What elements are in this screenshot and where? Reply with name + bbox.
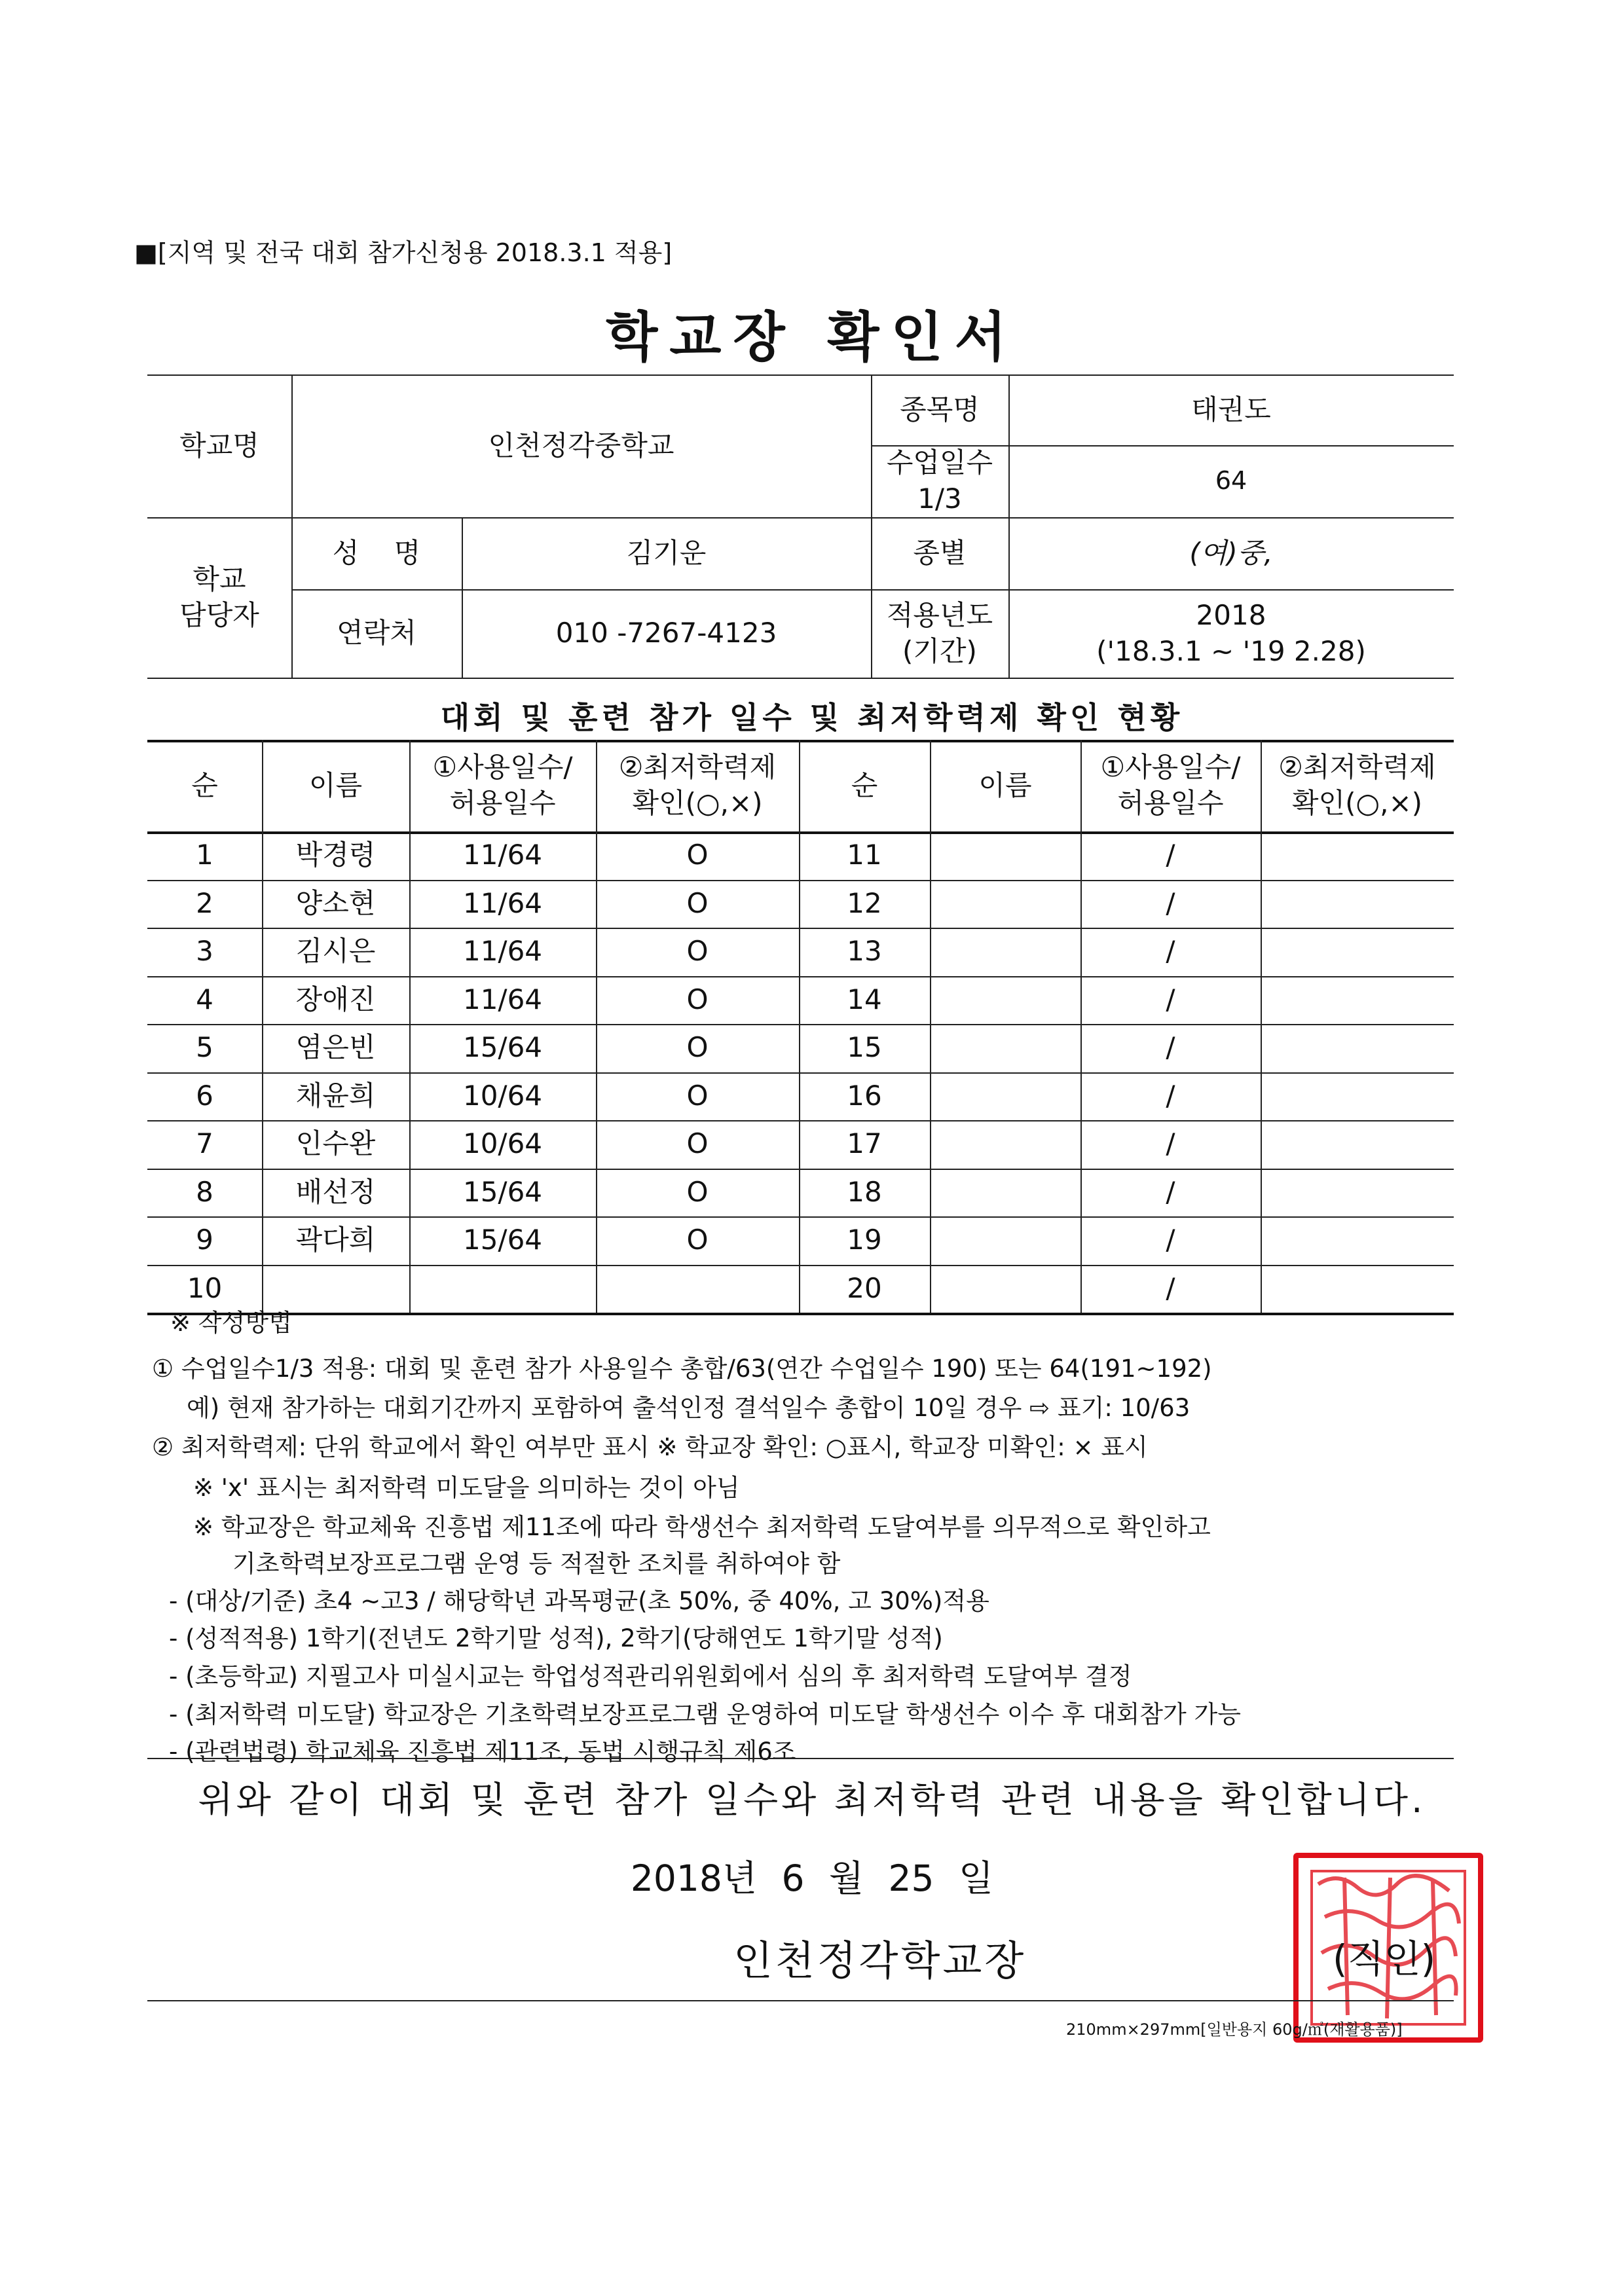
table-cell: 10 <box>187 1271 223 1304</box>
table-header-cell: ①사용일수/ 허용일수 <box>432 751 573 819</box>
table-cell: 19 <box>847 1224 882 1256</box>
note-item: ② 최저학력제: 단위 학교에서 확인 여부만 표시 ※ 학교장 확인: ○표시, 학교장 미확인: × 표시 <box>152 1433 1148 1461</box>
table-cell: 10/64 <box>462 1079 543 1112</box>
table-cell: 7 <box>196 1127 213 1160</box>
table-cell: 5 <box>196 1031 213 1064</box>
table-cell: 6 <box>196 1079 213 1112</box>
table-cell: 인수완 <box>295 1127 376 1160</box>
table-cell: 8 <box>196 1175 213 1208</box>
table-cell <box>930 1024 1080 1072</box>
contact-label: 연락처 <box>337 617 416 649</box>
table-cell: 18 <box>847 1175 882 1208</box>
school-name-label: 학교명 <box>179 429 259 462</box>
table-cell <box>930 1169 1080 1217</box>
table-cell: / <box>1166 886 1175 919</box>
table-cell: / <box>1166 1271 1175 1304</box>
table-cell: 20 <box>847 1271 882 1304</box>
table-cell: 11/64 <box>462 935 543 968</box>
table-cell <box>1261 1120 1454 1169</box>
table-cell <box>930 928 1080 976</box>
note-item: ① 수업일수1/3 적용: 대회 및 훈련 참가 사용일수 총합/63(연간 수업일수 190) 또는 64(191~192) <box>152 1355 1212 1383</box>
table-cell <box>930 831 1080 880</box>
seal-label: (직인) <box>1333 1937 1436 1981</box>
table-cell <box>1261 1072 1454 1121</box>
table-cell: 박경령 <box>295 839 376 871</box>
table-cell: / <box>1166 1031 1175 1064</box>
table-cell: 양소현 <box>295 886 376 919</box>
table-cell <box>930 1120 1080 1169</box>
table-cell: / <box>1166 1175 1175 1208</box>
table-cell: 15/64 <box>462 1224 543 1256</box>
table-cell <box>930 880 1080 928</box>
note-item: - (성적적용) 1학기(전년도 2학기말 성적), 2학기(당해연도 1학기말 성적) <box>169 1624 943 1652</box>
table-cell: O <box>686 1175 709 1208</box>
issue-date: 2018년 6 월 25 일 <box>630 1857 994 1899</box>
table-cell: O <box>686 839 709 871</box>
table-cell: 9 <box>196 1224 213 1256</box>
table-cell: 16 <box>847 1079 882 1112</box>
table-cell: 14 <box>847 983 882 1015</box>
manager-name-value: 김기운 <box>626 536 707 569</box>
table-cell: 10/64 <box>462 1127 543 1160</box>
table-header-cell: ②최저학력제 확인(○,×) <box>618 751 777 819</box>
table-cell <box>930 1265 1080 1313</box>
table-cell <box>1261 880 1454 928</box>
note-item: - (초등학교) 지필고사 미실시교는 학업성적관리위원회에서 심의 후 최저학력 도달여부 결정 <box>169 1662 1132 1690</box>
table-cell <box>930 1216 1080 1265</box>
confirmation-statement: 위와 같이 대회 및 훈련 참가 일수와 최저학력 관련 내용을 확인합니다. <box>198 1779 1426 1821</box>
table-cell <box>1261 928 1454 976</box>
sport-label: 종목명 <box>900 393 980 426</box>
table-cell: 11/64 <box>462 983 543 1015</box>
table-cell <box>1261 1169 1454 1217</box>
table-cell: O <box>686 1079 709 1112</box>
category-label: 종별 <box>913 536 967 569</box>
table-cell: 3 <box>196 935 213 968</box>
table-header-cell: 순 <box>851 769 878 801</box>
table-cell: 2 <box>196 886 213 919</box>
table-cell: O <box>686 1031 709 1064</box>
table-cell: 11/64 <box>462 839 543 871</box>
table-cell: O <box>686 1127 709 1160</box>
table-cell <box>1261 1024 1454 1072</box>
notes-heading: ※ 작성방법 <box>170 1309 292 1337</box>
table-cell: 4 <box>196 983 213 1015</box>
table-cell: / <box>1166 1224 1175 1256</box>
table-cell <box>409 1265 596 1313</box>
table-cell: 배선정 <box>295 1175 376 1208</box>
apply-year-value: 2018 ('18.3.1 ~ '19 2.28) <box>1096 598 1366 667</box>
table-cell: 11 <box>847 839 882 871</box>
table-cell: 13 <box>847 935 882 968</box>
table-cell <box>596 1265 799 1313</box>
table-cell: 1 <box>196 839 213 871</box>
table-cell: 채윤희 <box>295 1079 376 1112</box>
table-cell <box>930 976 1080 1025</box>
class-days-label: 수업일수 1/3 <box>886 446 993 515</box>
table-cell <box>1261 1216 1454 1265</box>
note-item: ※ 'x' 표시는 최저학력 미도달을 의미하는 것이 아님 <box>193 1474 740 1502</box>
table-cell: 장애진 <box>295 983 376 1015</box>
table-cell: 12 <box>847 886 882 919</box>
table-cell: 11/64 <box>462 886 543 919</box>
table-header-cell: 이름 <box>308 769 363 801</box>
paper-spec: 210mm×297mm[일반용지 60g/㎡(재활용품)] <box>1066 2020 1403 2039</box>
table-cell: 15/64 <box>462 1175 543 1208</box>
principal-name: 인천정각학교장 <box>733 1937 1027 1984</box>
category-value: (여)중, <box>1189 536 1273 569</box>
table-header-cell: 이름 <box>978 769 1032 801</box>
table-cell: O <box>686 886 709 919</box>
note-item: 예) 현재 참가하는 대회기간까지 포함하여 출석인정 결석일수 총합이 10일 경우 ⇨ 표기: 10/63 <box>187 1394 1190 1422</box>
table-cell: O <box>686 935 709 968</box>
table-header-cell: 순 <box>191 769 218 801</box>
table-cell: / <box>1166 983 1175 1015</box>
table-header-cell: ②최저학력제 확인(○,×) <box>1278 751 1436 819</box>
school-name-value: 인천정각중학교 <box>488 429 674 462</box>
apply-year-label: 적용년도 (기간) <box>886 598 993 667</box>
sport-value: 태권도 <box>1191 393 1271 426</box>
note-item: - (관련법령) 학교체육 진흥법 제11조, 동법 시행규칙 제6조 <box>169 1738 796 1766</box>
note-item: - (대상/기준) 초4 ~고3 / 해당학년 과목평균(초 50%, 중 40%, 고 30%)적용 <box>169 1587 989 1615</box>
table-cell: / <box>1166 1079 1175 1112</box>
section-title: 대회 및 훈련 참가 일수 및 최저학력제 확인 현황 <box>440 700 1184 735</box>
document-title: 학교장 확인서 <box>606 306 1018 369</box>
manager-label: 학교 담당자 <box>179 562 259 631</box>
table-cell <box>1261 831 1454 880</box>
table-cell: / <box>1166 935 1175 968</box>
table-cell: 곽다희 <box>295 1224 376 1256</box>
contact-value: 010 -7267-4123 <box>555 617 777 649</box>
table-cell: O <box>686 1224 709 1256</box>
table-cell: 염은빈 <box>295 1031 376 1064</box>
table-cell: 15/64 <box>462 1031 543 1064</box>
table-cell: O <box>686 983 709 1015</box>
table-header-cell: ①사용일수/ 허용일수 <box>1100 751 1241 819</box>
class-days-value: 64 <box>1215 466 1247 496</box>
table-cell <box>930 1072 1080 1121</box>
table-cell: 17 <box>847 1127 882 1160</box>
note-item: 기초학력보장프로그램 운영 등 적절한 조치를 취하여야 함 <box>232 1550 841 1578</box>
note-item: - (최저학력 미도달) 학교장은 기초학력보장프로그램 운영하여 미도달 학생선수 이수 후 대회참가 가능 <box>169 1700 1242 1728</box>
form-tag: ■[지역 및 전국 대회 참가신청용 2018.3.1 적용] <box>134 238 673 267</box>
note-item: ※ 학교장은 학교체육 진흥법 제11조에 따라 학생선수 최저학력 도달여부를 의무적으로 확인하고 <box>193 1513 1211 1541</box>
table-cell: 김시은 <box>295 935 376 968</box>
table-cell: / <box>1166 1127 1175 1160</box>
table-cell <box>1261 1265 1454 1313</box>
table-cell <box>1261 976 1454 1025</box>
manager-name-label: 성 명 <box>332 536 421 569</box>
table-cell: 15 <box>847 1031 882 1064</box>
table-cell: / <box>1166 839 1175 871</box>
